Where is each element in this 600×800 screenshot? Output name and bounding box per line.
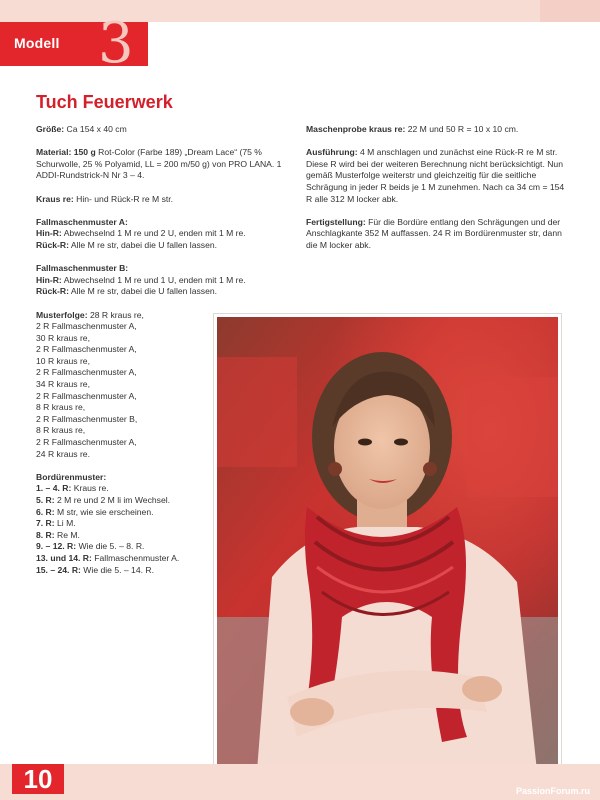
execution-label: Ausführung:	[306, 147, 358, 158]
border-row-text: 2 M re und 2 M li im Wechsel.	[54, 495, 171, 505]
photo-illustration	[217, 317, 558, 771]
model-badge	[0, 11, 148, 76]
sequence-line: 8 R kraus re,	[36, 425, 86, 436]
kraus-label: Kraus re:	[36, 193, 74, 204]
pattern-b-hin-label: Hin-R:	[36, 274, 62, 285]
pattern-a-rueck	[36, 240, 291, 252]
execution-value: 4 M anschlagen und zunächst eine Rück-R re M str. Diese R wird bei der weiteren Berechnung nicht berücksichtigt. Nun gemäß Musterfolge weiterstr und gleichzeitig für die seitliche Schrägung in jeder R beids je 1 M zunehmen. Nach ca 34 cm = 154 R alle 312 M locker abk.	[306, 147, 565, 204]
finishing-label: Fertigstellung:	[306, 216, 366, 227]
border-row-label: 13. und 14. R:	[36, 552, 92, 563]
pattern-b-rueck-label: Rück-R:	[36, 286, 69, 297]
sequence-line: 2 R Fallmaschenmuster A,	[36, 390, 137, 401]
sequence-line: 2 R Fallmaschenmuster A,	[36, 367, 137, 378]
gauge-paragraph	[306, 124, 568, 136]
right-column	[306, 124, 568, 263]
finishing-paragraph	[306, 217, 568, 252]
pattern-a-rueck-label: Rück-R:	[36, 239, 69, 250]
pattern-a-rueck-value: Alle M re str, dabei die U fallen lassen.	[68, 239, 218, 250]
border-pattern-title: Bordürenmuster:	[36, 471, 107, 482]
pattern-a-hin-label: Hin-R:	[36, 228, 62, 239]
finishing-value: Für die Bordüre entlang den Schrägungen und der Anschlagkante 352 M auffassen. 24 R im Bordürenmuster str, dann die M locker abk.	[306, 216, 562, 250]
sequence-line: 34 R kraus re,	[36, 379, 90, 390]
sequence-first-value: 28 R kraus re,	[87, 309, 144, 320]
pattern-b-title: Fallmaschenmuster B:	[36, 263, 129, 274]
material-value: Rot-Color (Farbe 189) „Dream Lace“ (75 % Schurwolle, 25 % Polyamid, LL = 200 m/50 g) von PRO LANA. 1 ADDI-Rundstrick-N Nr 3 – 4.	[36, 147, 282, 181]
material-amount: 150 g	[71, 147, 96, 158]
border-row-text: Re M.	[54, 529, 80, 540]
sequence-line: 2 R Fallmaschenmuster A,	[36, 321, 137, 332]
model-label: Modell	[14, 35, 60, 51]
sequence-line: 8 R kraus re,	[36, 402, 86, 413]
sequence-line: 24 R kraus re.	[36, 448, 90, 459]
size-paragraph	[36, 124, 291, 136]
border-row-label: 8. R:	[36, 529, 55, 540]
pattern-a-block	[36, 217, 291, 252]
size-value: Ca 154 x 40 cm	[64, 124, 127, 134]
page-title: Tuch Feuerwerk	[36, 92, 173, 112]
border-row-text: Li M.	[54, 518, 76, 529]
border-row-text: Fallmaschenmuster A.	[91, 552, 180, 563]
border-row-text: Wie die 5. – 8. R.	[76, 541, 145, 552]
border-row-label: 5. R:	[36, 495, 55, 505]
pattern-a-title: Fallmaschenmuster A:	[36, 216, 128, 227]
sequence-line: 2 R Fallmaschenmuster A,	[36, 344, 137, 355]
pattern-b-block	[36, 263, 291, 298]
watermark: PassionForum.ru	[515, 786, 590, 796]
sequence-line: 30 R kraus re,	[36, 332, 90, 343]
border-row-label: 1. – 4. R:	[36, 483, 72, 494]
top-corner-accent	[540, 0, 600, 22]
pattern-a-hin-value: Abwechselnd 1 M re und 2 U, enden mit 1 M re.	[61, 228, 246, 239]
border-row-text: M str, wie sie erscheinen.	[54, 506, 154, 517]
pattern-b-hin-value: Abwechselnd 1 M re und 1 U, enden mit 1 M re.	[61, 274, 246, 285]
sequence-line: 2 R Fallmaschenmuster B,	[36, 413, 138, 424]
gauge-label: Maschenprobe kraus re:	[306, 124, 406, 134]
page-number: 10	[12, 764, 64, 794]
border-row-text: Kraus re.	[71, 483, 109, 494]
execution-paragraph	[306, 147, 568, 205]
sequence-line: 2 R Fallmaschenmuster A,	[36, 437, 137, 448]
border-row-label: 15. – 24. R:	[36, 564, 81, 575]
kraus-paragraph	[36, 194, 291, 206]
top-band	[0, 0, 600, 22]
pattern-b-rueck-value: Alle M re str, dabei die U fallen lassen.	[68, 286, 218, 297]
sequence-label: Musterfolge:	[36, 309, 88, 320]
gauge-value: 22 M und 50 R = 10 x 10 cm.	[405, 124, 519, 134]
material-paragraph	[36, 147, 291, 182]
border-row-label: 9. – 12. R:	[36, 541, 77, 552]
sequence-line: 10 R kraus re,	[36, 355, 90, 366]
pattern-a-hin	[36, 228, 291, 240]
bottom-band	[0, 764, 600, 800]
model-number: 3	[98, 11, 134, 76]
material-label: Material:	[36, 147, 72, 158]
border-row-text: Wie die 5. – 14. R.	[80, 564, 154, 575]
size-label: Größe:	[36, 124, 65, 134]
model-photo	[214, 314, 561, 774]
border-row-label: 7. R:	[36, 518, 55, 529]
kraus-value: Hin- und Rück-R re M str.	[73, 193, 174, 204]
pattern-b-hin	[36, 275, 291, 287]
border-row-label: 6. R:	[36, 506, 55, 517]
pattern-b-rueck	[36, 286, 291, 298]
